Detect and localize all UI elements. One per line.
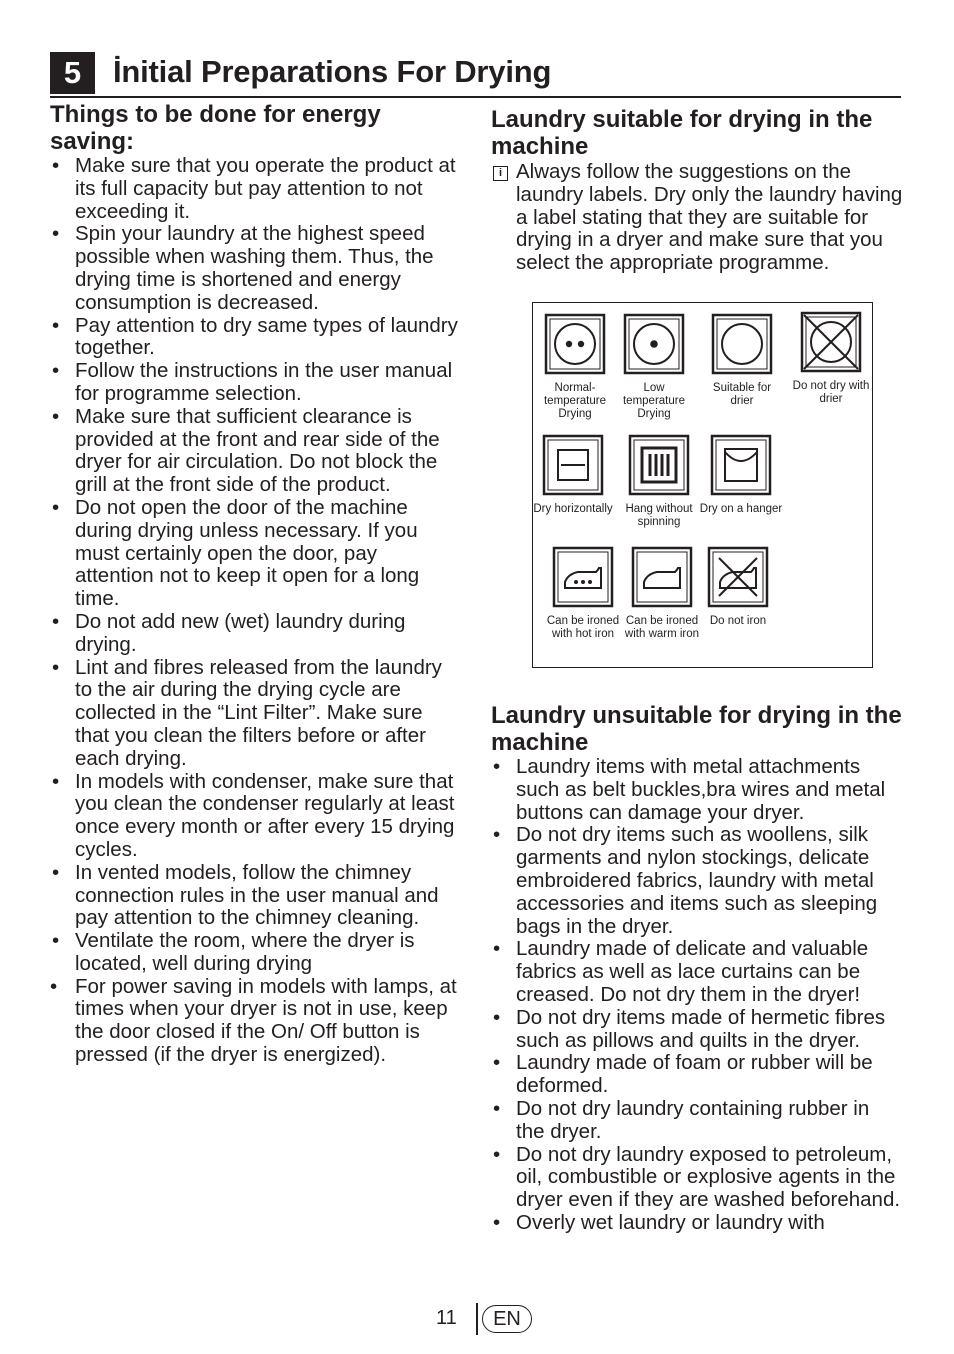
list-item: • Do not open the door of the machine during drying unless necessary. If you must certainly open the door, pay attention not to keep it open for a long time. (50, 497, 458, 611)
list-item: • Follow the instructions in the user manual for programme selection. (50, 360, 458, 406)
page-number: 11 (436, 1307, 457, 1329)
tumble-dry-normal-icon (544, 313, 606, 375)
care-symbol (541, 546, 625, 641)
list-item: • Overly wet laundry or laundry with (491, 1212, 903, 1235)
info-icon: i (493, 166, 508, 181)
iron-warm-icon (631, 546, 693, 608)
list-item: • Do not dry items made of hermetic fibres such as pillows and quilts in the dryer. (491, 1007, 903, 1053)
drip-dry-icon (628, 434, 690, 496)
care-symbol-caption: Hang without spinning (625, 503, 693, 528)
list-item: • Laundry made of delicate and valuable fabrics as well as lace curtains can be creased. Do not dry them in the dryer! (491, 938, 903, 1006)
info-paragraph (491, 161, 903, 275)
list-item: • Do not dry laundry containing rubber in the dryer. (491, 1098, 903, 1144)
chapter-header (50, 50, 901, 98)
list-item: • Make sure that you operate the product at its full capacity but pay attention to not exceeding it. (50, 155, 458, 223)
unsuitable-laundry-heading: Laundry unsuitable for drying in the machine (491, 702, 902, 756)
care-symbol (699, 434, 783, 516)
care-symbol-caption: Low temperature Drying (622, 382, 685, 420)
unsuitable-laundry-section (491, 702, 903, 1235)
chapter-number: 5 (50, 52, 95, 94)
care-symbol (531, 434, 615, 516)
list-item: • Laundry items with metal attachments such as belt buckles,bra wires and metal buttons can damage your dryer. (491, 756, 903, 824)
care-symbol-caption: Do not dry with drier (792, 380, 870, 405)
care-symbol-caption: Suitable for drier (712, 382, 772, 407)
care-symbol (700, 313, 784, 408)
care-symbol-caption: Can be ironed with hot iron (546, 615, 620, 640)
list-item: • Laundry made of foam or rubber will be deformed. (491, 1052, 903, 1098)
suitable-laundry-heading: Laundry suitable for drying in the machine (491, 106, 873, 160)
iron-hot-icon (552, 546, 614, 608)
suitable-laundry-section (491, 106, 903, 275)
list-item: • In vented models, follow the chimney connection rules in the user manual and pay attention to the chimney cleaning. (50, 862, 458, 930)
care-symbol-caption: Dry on a hanger (699, 503, 783, 515)
line-dry-icon (710, 434, 772, 496)
do-not-tumble-dry-icon (800, 311, 862, 373)
language-badge: EN (482, 1305, 532, 1333)
list-item: • Do not dry items such as woollens, silk garments and nylon stockings, delicate embroidered fabrics, laundry with metal accessories and items such as sleeping bags in the dryer. (491, 824, 903, 938)
energy-saving-section (50, 101, 458, 1067)
care-symbol (789, 311, 873, 406)
list-item: • Pay attention to dry same types of laundry together. (50, 315, 458, 361)
list-item: • For power saving in models with lamps, at times when your dryer is not in use, keep the door closed if the On/ Off button is pressed (if the dryer is energized). (50, 976, 458, 1067)
care-symbol (612, 313, 696, 421)
chapter-title: İnitial Preparations For Drying (113, 54, 552, 89)
list-item: • Do not dry laundry exposed to petroleum, oil, combustible or explosive agents in the dryer even if they are washed beforehand. (491, 1144, 903, 1212)
care-symbol-caption: Can be ironed with warm iron (624, 615, 700, 640)
care-symbol (620, 546, 704, 641)
list-item: • Do not add new (wet) laundry during drying. (50, 611, 458, 657)
list-item: • Ventilate the room, where the dryer is located, well during drying (50, 930, 458, 976)
care-symbol (696, 546, 780, 628)
care-symbol-caption: Normal-temperature Drying (543, 382, 606, 420)
do-not-iron-icon (707, 546, 769, 608)
list-item: • Lint and fibres released from the laundry to the air during the drying cycle are collected in the “Lint Filter”. Make sure that you clean the filters before or after each drying. (50, 657, 458, 771)
list-item: • In models with condenser, make sure that you clean the condenser regularly at least once every month or after every 15 drying cycles. (50, 771, 458, 862)
care-symbol (533, 313, 617, 421)
list-item: • Make sure that sufficient clearance is provided at the front and rear side of the dryer for air circulation. Do not block the grill at the front side of the product. (50, 406, 458, 497)
tumble-dry-suitable-icon (711, 313, 773, 375)
care-symbol-caption: Do not iron (709, 615, 767, 627)
page-footer (436, 1301, 536, 1337)
info-text: Always follow the suggestions on the laundry labels. Dry only the laundry having a label stating that they are suitable for drying in a dryer and make sure that you select the appropriate programme. (516, 160, 903, 275)
care-symbol (617, 434, 701, 529)
care-symbol-caption: Dry horizontally (533, 503, 613, 515)
unsuitable-laundry-list (491, 756, 903, 1235)
dry-flat-icon (542, 434, 604, 496)
energy-saving-heading: Things to be done for energy saving: (50, 101, 381, 155)
care-symbols-table (532, 302, 873, 668)
footer-divider (476, 1303, 478, 1335)
tumble-dry-low-icon (623, 313, 685, 375)
list-item: • Spin your laundry at the highest speed possible when washing them. Thus, the drying time is shortened and energy consumption is decreased. (50, 223, 458, 314)
energy-saving-list (50, 155, 458, 1067)
